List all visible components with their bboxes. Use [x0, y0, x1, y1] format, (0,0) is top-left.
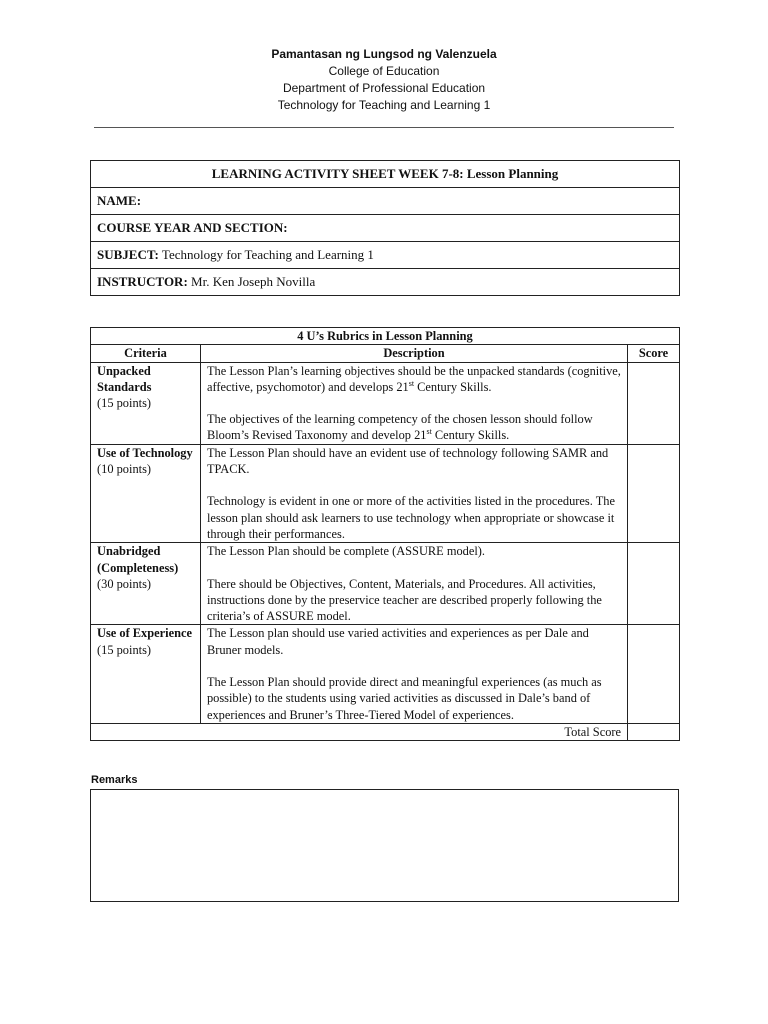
remarks-box[interactable] [90, 789, 679, 902]
remarks-label: Remarks [91, 774, 138, 786]
description-cell [200, 444, 627, 542]
course-name: Technology for Teaching and Learning 1 [277, 98, 491, 112]
course-year-section-field[interactable] [91, 215, 680, 242]
description-paragraph: There should be Objectives, Content, Materials, and Procedures. All activities, instructions done by the preservice teacher are described properly following the criteria’s of ASSURE model. [206, 576, 602, 624]
description-cell [200, 362, 627, 444]
description-paragraph: The Lesson Plan should be complete (ASSURE model). [206, 544, 486, 559]
description-paragraph: The Lesson Plan should have an evident use of technology following SAMR and TPACK. [206, 445, 609, 477]
criteria-name: Use of Experience [97, 626, 192, 641]
instructor-field [91, 269, 680, 296]
criteria-name: Unabridged (Completeness) [97, 544, 179, 575]
activity-title: LEARNING ACTIVITY SHEET WEEK 7-8: Lesson Planning [91, 161, 680, 188]
course-year-section-label: COURSE YEAR AND SECTION: [97, 220, 288, 235]
description-paragraph: Technology is evident in one or more of the activities listed in the procedures. The lesson plan should ask learners to use technology when appropriate or showcase it through their performances. [206, 494, 615, 541]
description-cell [200, 543, 627, 625]
score-cell[interactable] [628, 625, 680, 723]
description-paragraph: The Lesson Plan should provide direct and meaningful experiences (as much as possible) to the students using varied activities as discussed in Dale’s band of experiences and Bruner’s Three-Tiered Model of experiences. [206, 675, 602, 722]
criteria-points: (10 points) [97, 462, 152, 477]
subject-field [91, 242, 680, 269]
criteria-cell [91, 444, 201, 542]
criteria-header: Criteria [91, 345, 201, 362]
score-cell[interactable] [628, 444, 680, 542]
subject-value: Technology for Teaching and Learning 1 [161, 247, 374, 262]
criteria-points: (30 points) [97, 576, 152, 591]
total-score-cell[interactable] [628, 723, 680, 740]
criteria-cell [91, 543, 201, 625]
rubric-row [91, 543, 680, 625]
criteria-cell [91, 625, 201, 723]
criteria-name: Use of Technology [97, 445, 193, 460]
instructor-label: INSTRUCTOR: [97, 274, 188, 289]
total-score-label: Total Score [91, 723, 628, 740]
instructor-value: Mr. Ken Joseph Novilla [191, 274, 316, 289]
score-cell[interactable] [628, 362, 680, 444]
description-paragraph: The objectives of the learning competency of the chosen lesson should follow Bloom’s Revised Taxonomy and develop 21st Century Skills. [206, 412, 593, 443]
document-header [0, 46, 768, 114]
criteria-name: Unpacked Standards [97, 363, 152, 394]
description-paragraph: The Lesson Plan’s learning objectives should be the unpacked standards (cognitive, affective, psychomotor) and develops 21st Century Skills. [206, 363, 621, 394]
rubric-title: 4 U’s Rubrics in Lesson Planning [91, 328, 680, 345]
rubric-table [90, 327, 680, 741]
score-header: Score [628, 345, 680, 362]
department-name: Department of Professional Education [282, 81, 486, 95]
rubric-row [91, 362, 680, 444]
info-table [90, 160, 680, 296]
college-name: College of Education [328, 64, 440, 78]
description-paragraph: The Lesson plan should use varied activities and experiences as per Dale and Bruner models. [206, 626, 589, 657]
rubric-row [91, 625, 680, 723]
criteria-points: (15 points) [97, 642, 152, 657]
score-cell[interactable] [628, 543, 680, 625]
rubric-row [91, 444, 680, 542]
criteria-points: (15 points) [97, 396, 152, 411]
name-label: NAME: [97, 193, 142, 208]
description-cell [200, 625, 627, 723]
header-divider [94, 127, 674, 128]
subject-label: SUBJECT: [97, 247, 159, 262]
name-field[interactable] [91, 188, 680, 215]
criteria-cell [91, 362, 201, 444]
description-header: Description [200, 345, 627, 362]
school-name: Pamantasan ng Lungsod ng Valenzuela [271, 47, 497, 61]
